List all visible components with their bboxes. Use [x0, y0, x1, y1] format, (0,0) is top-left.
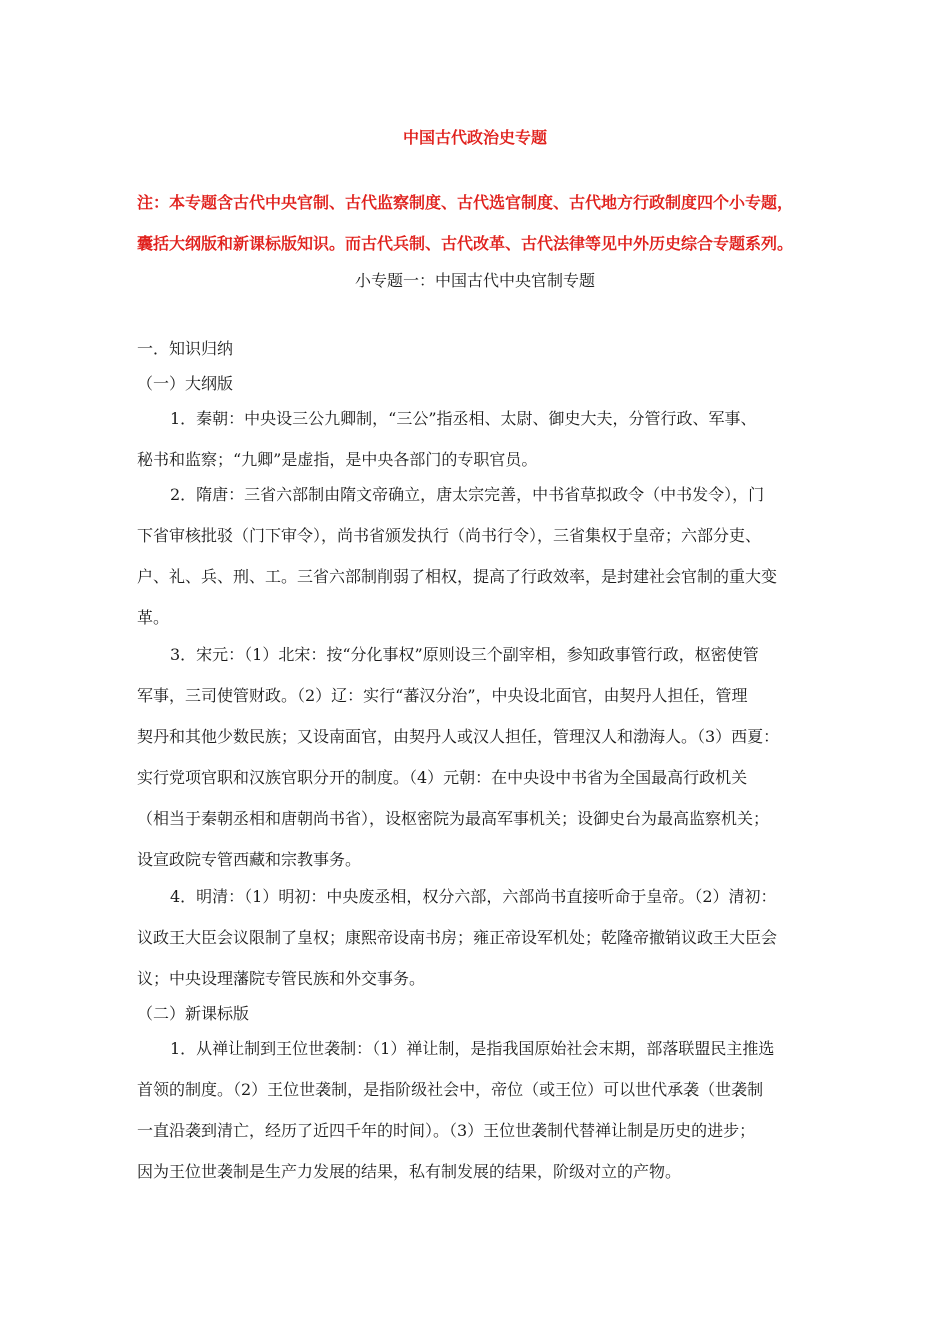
paragraph-line: 3．宋元：（1）北宋：按“分化事权”原则设三个副宰相，参知政事管行政，枢密使管: [170, 645, 759, 664]
section-heading: 一．知识归纳: [137, 339, 234, 358]
paragraph-line: （相当于秦朝丞相和唐朝尚书省），设枢密院为最高军事机关；设御史台为最高监察机关；: [137, 809, 770, 828]
paragraph-line: 1．从禅让制到王位世袭制：（1）禅让制，是指我国原始社会末期，部落联盟民主推选: [170, 1039, 775, 1058]
paragraph-line: 军事，三司使管财政。（2）辽：实行“蕃汉分治”，中央设北面官，由契丹人担任，管理: [137, 686, 748, 705]
paragraph-line: 2．隋唐：三省六部制由隋文帝确立，唐太宗完善，中书省草拟政令（中书发令），门: [170, 485, 765, 504]
paragraph-line: 4．明清：（1）明初：中央废丞相，权分六部，六部尚书直接听命于皇帝。（2）清初：: [170, 887, 777, 906]
paragraph-line: 议；中央设理藩院专管民族和外交事务。: [137, 969, 426, 988]
paragraph-line: 实行党项官职和汉族官职分开的制度。（4）元朝：在中央设中书省为全国最高行政机关: [137, 768, 748, 787]
page-title: 中国古代政治史专题: [402, 128, 547, 147]
paragraph-line: 户、礼、兵、刑、工。三省六部制削弱了相权，提高了行政效率，是封建社会官制的重大变: [137, 567, 778, 586]
paragraph-line: 首领的制度。（2）王位世袭制，是指阶级社会中，帝位（或王位）可以世代承袭（世袭制: [137, 1080, 764, 1099]
part-heading-outline: （一）大纲版: [137, 374, 234, 393]
paragraph-line: 因为王位世袭制是生产力发展的结果，私有制发展的结果，阶级对立的产物。: [137, 1162, 682, 1181]
paragraph-line: 设宣政院专管西藏和宗教事务。: [137, 850, 362, 869]
paragraph-line: 议政王大臣会议限制了皇权；康熙帝设南书房；雍正帝设军机处；乾隆帝撤销议政王大臣会: [137, 928, 778, 947]
paragraph-line: 秘书和监察；“九卿”是虚指，是中央各部门的专职官员。: [137, 450, 538, 469]
part-heading-new-curriculum: （二）新课标版: [137, 1004, 250, 1023]
note-line-1: 注：本专题含古代中央官制、古代监察制度、古代选官制度、古代地方行政制度四个小专题，: [137, 193, 794, 212]
paragraph-line: 契丹和其他少数民族；又设南面官，由契丹人或汉人担任，管理汉人和渤海人。（3）西夏：: [137, 727, 780, 746]
paragraph-line: 革。: [137, 608, 170, 627]
subtopic-title: 小专题一：中国古代中央官制专题: [354, 271, 595, 290]
paragraph-line: 一直沿袭到清亡，经历了近四千年的时间）。（3）王位世袭制代替禅让制是历史的进步；: [137, 1121, 756, 1140]
paragraph-line: 下省审核批驳（门下审令），尚书省颁发执行（尚书行令），三省集权于皇帝；六部分吏、: [137, 526, 762, 545]
note-line-2: 囊括大纲版和新课标版知识。而古代兵制、古代改革、古代法律等见中外历史综合专题系列。: [137, 234, 794, 253]
paragraph-line: 1．秦朝：中央设三公九卿制，“三公”指丞相、太尉、御史大夫，分管行政、军事、: [170, 409, 757, 428]
